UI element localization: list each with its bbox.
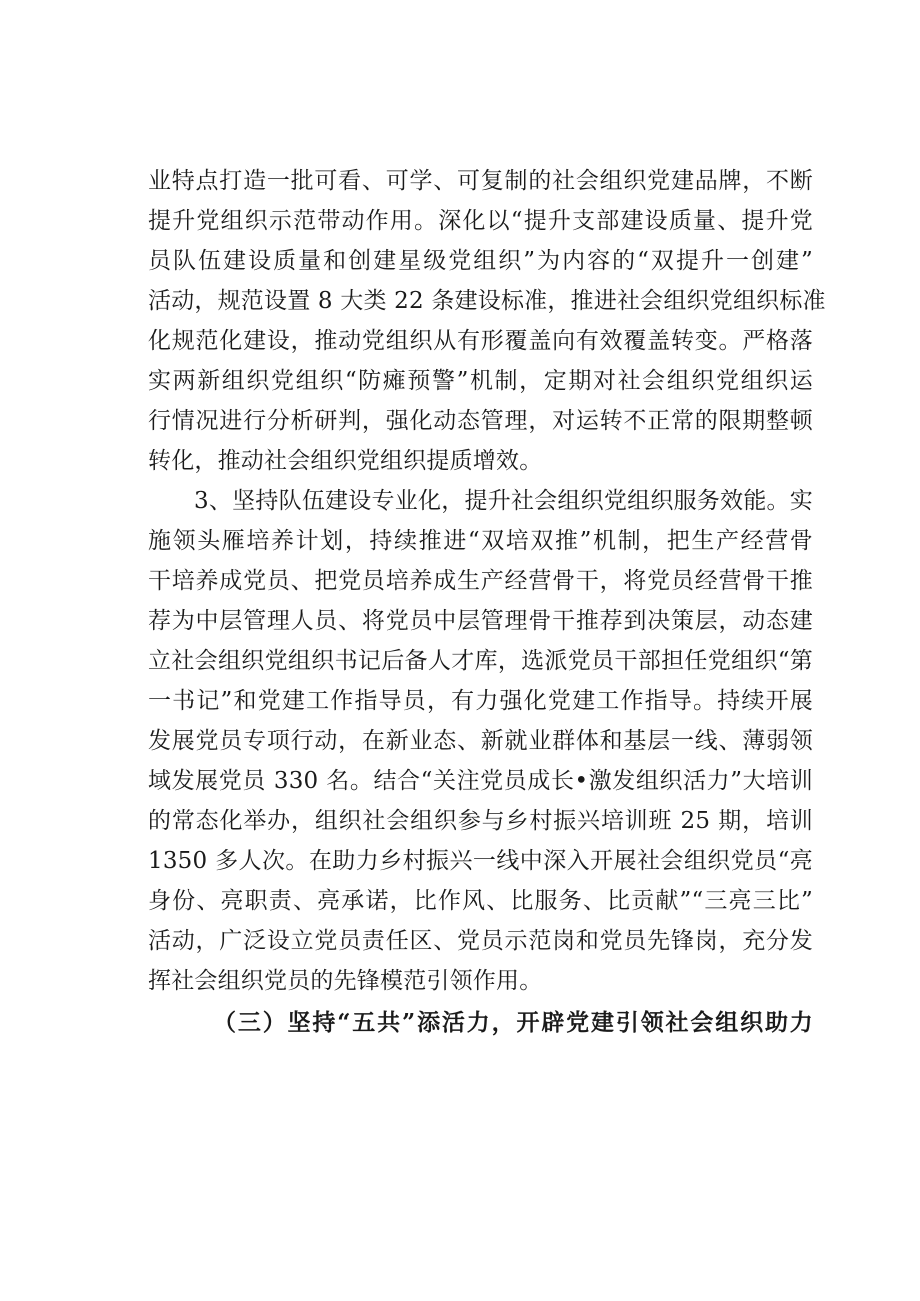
paragraph-line: 域发展党员 330 名。结合“关注党员成长•激发组织活力”大培训	[148, 768, 813, 794]
paragraph-line: 员队伍建设质量和创建星级党组织”为内容的“双提升一创建”	[148, 248, 813, 274]
paragraph-line: 行情况进行分析研判，强化动态管理，对运转不正常的限期整顿	[148, 408, 813, 434]
paragraph-line: 实两新组织党组织“防瘫预警”机制，定期对社会组织党组织运	[148, 368, 813, 394]
paragraph-line: 的常态化举办，组织社会组织参与乡村振兴培训班 25 期，培训	[148, 808, 813, 834]
paragraph-line: 挥社会组织党员的先锋模范引领作用。	[148, 968, 543, 994]
paragraph-line: 一书记”和党建工作指导员，有力强化党建工作指导。持续开展	[148, 688, 813, 714]
paragraph-line: 施领头雁培养计划，持续推进“双培双推”机制，把生产经营骨	[148, 528, 813, 554]
paragraph-line: 转化，推动社会组织党组织提质增效。	[148, 448, 543, 474]
paragraph-line: 发展党员专项行动，在新业态、新就业群体和基层一线、薄弱领	[148, 728, 813, 754]
paragraph-line: 3、坚持队伍建设专业化，提升社会组织党组织服务效能。实	[194, 488, 813, 514]
paragraph-line: 身份、亮职责、亮承诺，比作风、比服务、比贡献”“三亮三比”	[148, 888, 813, 914]
paragraph-line: 活动，规范设置 8 大类 22 条建设标准，推进社会组织党组织标准	[148, 288, 826, 314]
paragraph-line: 化规范化建设，推动党组织从有形覆盖向有效覆盖转变。严格落	[148, 328, 813, 354]
paragraph-line: 干培养成党员、把党员培养成生产经营骨干，将党员经营骨干推	[148, 568, 813, 594]
paragraph-line: 提升党组织示范带动作用。深化以“提升支部建设质量、提升党	[148, 208, 813, 234]
paragraph-line: 业特点打造一批可看、可学、可复制的社会组织党建品牌，不断	[148, 168, 813, 194]
paragraph-line: 活动，广泛设立党员责任区、党员示范岗和党员先锋岗，充分发	[148, 928, 813, 954]
paragraph-line: 荐为中层管理人员、将党员中层管理骨干推荐到决策层，动态建	[148, 608, 813, 634]
paragraph-line: 1350 多人次。在助力乡村振兴一线中深入开展社会组织党员“亮	[148, 848, 813, 874]
paragraph-line: 立社会组织党组织书记后备人才库，选派党员干部担任党组织“第	[148, 648, 813, 674]
section-heading: （三）坚持“五共”添活力，开辟党建引领社会组织助力	[213, 1009, 813, 1036]
